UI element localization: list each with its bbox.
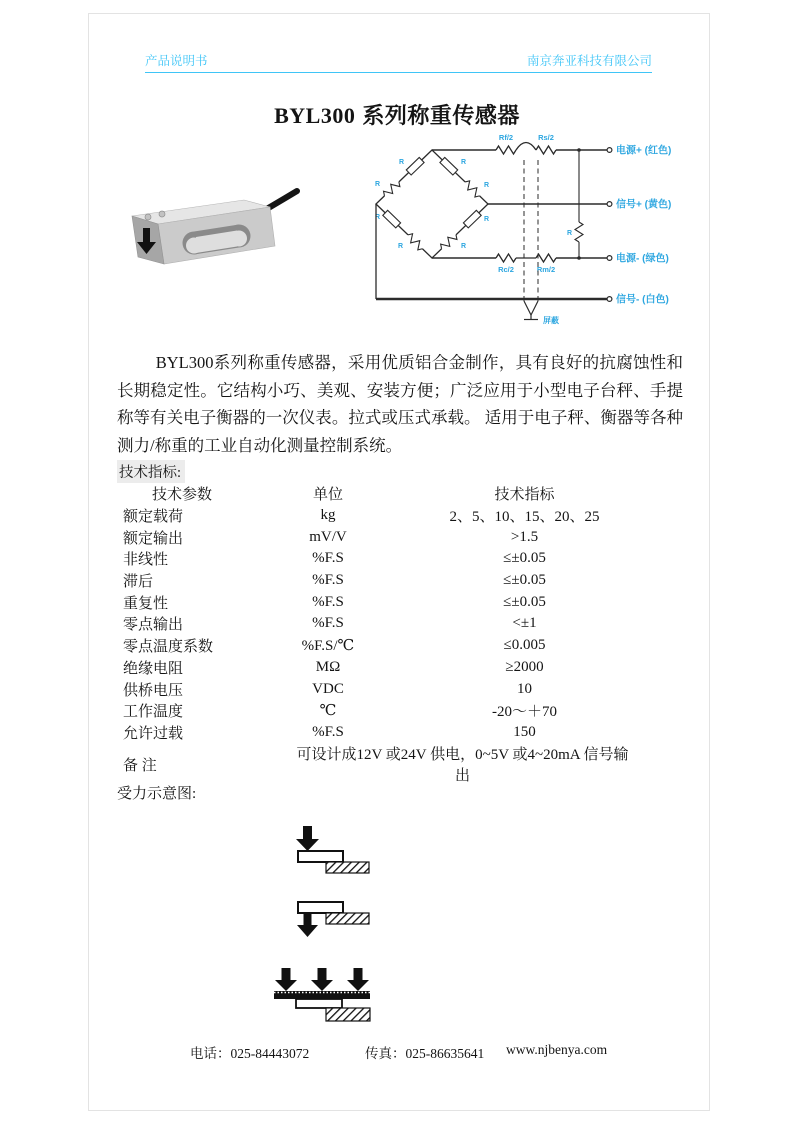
excitation-plus-rail	[432, 143, 612, 155]
spec-param: 重复性	[123, 595, 169, 612]
spec-value: >1.5	[510, 528, 539, 545]
force-diagram-tension	[278, 896, 378, 954]
product-photo	[110, 186, 300, 274]
title-name: 系列称重传感器	[362, 103, 520, 128]
spec-row	[117, 700, 683, 722]
title-model: BYL300	[274, 103, 356, 128]
fixed-support-hatched	[326, 1008, 370, 1021]
spec-unit: MΩ	[315, 658, 341, 675]
spec-row	[117, 591, 683, 613]
force-section-heading: 受力示意图:	[117, 786, 197, 802]
col-header-spec: 技术指标	[494, 487, 555, 504]
bridge-r-label: R	[374, 214, 380, 221]
header-doc-type: 产品说明书	[145, 54, 208, 68]
resistor-label-rc2: Rc/2	[498, 265, 514, 274]
footer-website: www.njbenya.com	[506, 1042, 608, 1057]
spec-value: ≤0.005	[503, 637, 546, 654]
spec-row	[117, 505, 683, 527]
spec-unit: %F.S	[312, 593, 344, 610]
spec-value: ≤±0.05	[503, 593, 546, 610]
spec-value: ≤±0.05	[503, 572, 546, 589]
spec-unit: %F.S	[312, 572, 344, 589]
spec-value: <±1	[512, 615, 537, 632]
resistor-label-rs2: Rs/2	[538, 133, 554, 142]
footer-phone: 电话：025-84443072	[190, 1046, 310, 1061]
spec-row	[117, 613, 683, 635]
bridge-r-label: R	[484, 182, 490, 189]
spec-section-heading: 技术指标:	[117, 460, 185, 483]
spec-row	[117, 678, 683, 700]
fixed-support-hatched	[326, 913, 369, 924]
terminal-label-signal-minus: 信号- (白色)	[616, 294, 669, 306]
spec-note-row	[117, 743, 683, 785]
spec-param: 滞后	[123, 574, 154, 591]
spec-param: 非线性	[123, 552, 169, 569]
bridge-r-label: R	[398, 159, 404, 166]
spec-unit: VDC	[312, 680, 344, 697]
spec-value: 10	[517, 680, 532, 697]
spec-param: 允许过载	[123, 725, 184, 742]
spec-table-body	[117, 505, 683, 744]
page-footer	[0, 1042, 794, 1062]
shield-ground-icon	[524, 301, 538, 320]
spec-row	[117, 657, 683, 679]
bridge-r-label: R	[461, 159, 467, 166]
signal-plus-rail	[488, 202, 612, 207]
excitation-minus-rail	[432, 254, 612, 262]
terminal-label-signal-plus: 信号+ (黄色)	[616, 199, 672, 211]
force-diagram-compression	[278, 818, 378, 876]
header-company-name: 南京奔亚科技有限公司	[526, 54, 652, 68]
spec-row	[117, 570, 683, 592]
down-arrow-icon	[347, 968, 369, 991]
down-arrow-icon	[275, 968, 297, 991]
screw	[145, 214, 151, 220]
down-arrow-icon	[297, 913, 318, 937]
spec-table	[117, 483, 683, 785]
load-cell-bar	[296, 999, 342, 1008]
spec-row	[117, 635, 683, 657]
spec-param: 额定输出	[123, 530, 184, 547]
spec-unit: %F.S/℃	[301, 638, 355, 655]
footer-fax: 传真：025-86635641	[365, 1046, 485, 1061]
down-arrow-icon	[296, 826, 319, 851]
spec-unit: kg	[320, 507, 336, 524]
spec-unit: %F.S	[312, 550, 344, 567]
spec-row	[117, 526, 683, 548]
terminal-label-excitation-minus: 电源- (绿色)	[616, 253, 669, 265]
spec-unit: %F.S	[312, 723, 344, 740]
resistor-label-rf2: Rf/2	[498, 133, 514, 142]
load-cell-bar	[298, 902, 343, 913]
note-label: 备 注	[123, 757, 157, 774]
spec-row	[117, 548, 683, 570]
spec-header-row	[117, 483, 683, 505]
spec-unit: ℃	[319, 703, 337, 720]
bridge-r-label: R	[374, 181, 380, 188]
spec-unit: mV/V	[309, 528, 347, 545]
col-header-unit: 单位	[312, 487, 343, 504]
shunt-r-label: R	[566, 230, 572, 237]
signal-minus-rail	[376, 204, 612, 301]
bridge-r-label: R	[484, 216, 490, 223]
bridge-r-label: R	[397, 243, 403, 250]
screw	[159, 211, 165, 217]
note-value: 可设计成12V 或24V 供电，0~5V 或4~20mA 信号输出	[296, 747, 629, 785]
spec-unit: %F.S	[312, 615, 344, 632]
terminal-label-excitation-plus: 电源+ (红色)	[616, 145, 672, 157]
bridge-diamond	[376, 150, 488, 258]
spec-param: 零点输出	[123, 617, 184, 634]
spec-value: ≥2000	[505, 658, 544, 675]
spec-row	[117, 722, 683, 744]
product-description: BYL300系列称重传感器，采用优质铝合金制作，具有良好的抗腐蚀性和长期稳定性。它结构小巧、美观、安装方便；广泛应用于小型电子台秤、手提称等有关电子衡器的一次仪表。拉式或压式承载。 适用于电子秤、衡器等各种测力/称重的工业自动化测量控制系统。	[117, 353, 683, 455]
bridge-r-label: R	[461, 243, 467, 250]
spec-param: 供桥电压	[123, 682, 184, 699]
spec-param: 绝缘电阻	[123, 660, 184, 677]
spec-value: 2、5、10、15、20、25	[449, 509, 600, 526]
spec-value: ≤±0.05	[503, 550, 546, 567]
resistor-label-rm2: Rm/2	[536, 265, 556, 274]
fixed-support-hatched	[326, 862, 369, 873]
spec-value: 150	[513, 723, 536, 740]
spec-value: -20～＋70	[492, 704, 557, 721]
spec-param: 额定载荷	[123, 509, 184, 526]
spec-param: 工作温度	[123, 704, 184, 721]
force-diagram-platform	[268, 963, 378, 1027]
circuit-diagram	[368, 126, 690, 332]
load-cell-bar	[298, 851, 343, 862]
down-arrow-icon	[311, 968, 333, 991]
col-header-parameter: 技术参数	[152, 487, 213, 504]
bridge-arm-elements	[382, 157, 483, 251]
page-header	[145, 51, 652, 73]
shield-label: 屏蔽	[543, 316, 559, 325]
spec-param: 零点温度系数	[123, 639, 214, 656]
